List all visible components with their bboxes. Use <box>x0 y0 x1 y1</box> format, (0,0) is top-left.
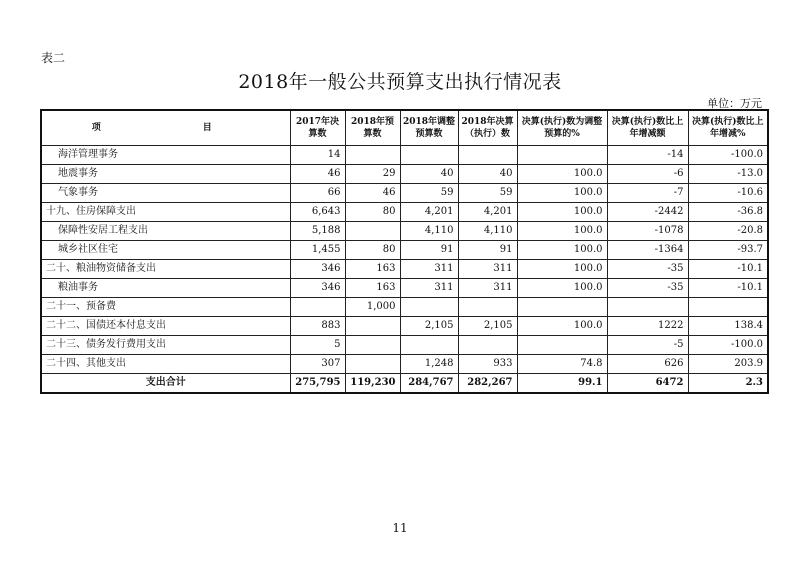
row-value-cell: 307 <box>290 355 345 374</box>
row-value-cell: 46 <box>345 184 400 203</box>
table-row <box>41 241 768 260</box>
table-row <box>41 298 768 317</box>
row-value-cell: 66 <box>290 184 345 203</box>
row-value-cell: 163 <box>345 260 400 279</box>
row-item-name: 地震事务 <box>41 165 290 184</box>
row-value-cell <box>400 336 458 355</box>
column-header: 决算(执行)数比上年增减额 <box>607 110 688 146</box>
row-item-name: 城乡社区住宅 <box>41 241 290 260</box>
row-value-cell: -13.0 <box>688 165 768 184</box>
row-value-cell: 40 <box>400 165 458 184</box>
row-value-cell: 163 <box>345 279 400 298</box>
row-value-cell <box>400 146 458 165</box>
row-value-cell: 311 <box>458 260 517 279</box>
column-header: 项 目 <box>41 110 290 146</box>
row-value-cell <box>688 298 768 317</box>
row-value-cell <box>345 222 400 241</box>
row-item-name: 保障性安居工程支出 <box>41 222 290 241</box>
row-value-cell <box>345 336 400 355</box>
row-value-cell: 6,643 <box>290 203 345 222</box>
row-value-cell <box>517 146 607 165</box>
row-item-name: 气象事务 <box>41 184 290 203</box>
row-value-cell: 80 <box>345 203 400 222</box>
row-item-name: 二十、粮油物资储备支出 <box>41 260 290 279</box>
total-value-cell: 282,267 <box>458 374 517 394</box>
unit-label: 单位：万元 <box>707 97 762 110</box>
row-value-cell: 40 <box>458 165 517 184</box>
row-value-cell <box>458 336 517 355</box>
row-item-name: 二十三、债务发行费用支出 <box>41 336 290 355</box>
total-value-cell: 6472 <box>607 374 688 394</box>
row-value-cell <box>458 298 517 317</box>
table-row <box>41 203 768 222</box>
row-value-cell: -2442 <box>607 203 688 222</box>
row-value-cell: 46 <box>290 165 345 184</box>
row-value-cell: -36.8 <box>688 203 768 222</box>
row-value-cell: 5 <box>290 336 345 355</box>
row-value-cell: 2,105 <box>458 317 517 336</box>
column-header: 2018年调整预算数 <box>400 110 458 146</box>
row-item-name: 二十一、预备费 <box>41 298 290 317</box>
page-title: 2018年一般公共预算支出执行情况表 <box>238 71 562 93</box>
row-value-cell: -1364 <box>607 241 688 260</box>
row-value-cell: 100.0 <box>517 184 607 203</box>
row-value-cell: -100.0 <box>688 336 768 355</box>
row-value-cell: 4,110 <box>400 222 458 241</box>
row-value-cell <box>345 317 400 336</box>
row-value-cell: 91 <box>458 241 517 260</box>
row-value-cell: -35 <box>607 279 688 298</box>
row-value-cell: -93.7 <box>688 241 768 260</box>
row-value-cell: 1,455 <box>290 241 345 260</box>
row-value-cell: -100.0 <box>688 146 768 165</box>
expenditure-table <box>40 109 769 394</box>
total-value-cell: 99.1 <box>517 374 607 394</box>
row-value-cell: -5 <box>607 336 688 355</box>
row-value-cell: -10.1 <box>688 279 768 298</box>
total-value-cell: 275,795 <box>290 374 345 394</box>
row-value-cell: 626 <box>607 355 688 374</box>
column-header: 2018年预算数 <box>345 110 400 146</box>
header-row <box>41 110 768 146</box>
row-value-cell: 4,110 <box>458 222 517 241</box>
column-header: 决算(执行)数比上年增减% <box>688 110 768 146</box>
row-value-cell: 311 <box>458 279 517 298</box>
table-label: 表二 <box>41 51 66 65</box>
table-row <box>41 165 768 184</box>
row-value-cell: 100.0 <box>517 241 607 260</box>
page-number: 11 <box>392 521 408 535</box>
row-value-cell: 346 <box>290 279 345 298</box>
row-item-name: 二十四、其他支出 <box>41 355 290 374</box>
row-value-cell: 100.0 <box>517 279 607 298</box>
row-value-cell: 100.0 <box>517 317 607 336</box>
row-value-cell: 933 <box>458 355 517 374</box>
row-item-name: 十九、住房保障支出 <box>41 203 290 222</box>
row-value-cell: 59 <box>458 184 517 203</box>
row-value-cell: 100.0 <box>517 260 607 279</box>
row-value-cell <box>517 336 607 355</box>
total-row <box>41 374 768 394</box>
total-value-cell: 119,230 <box>345 374 400 394</box>
row-value-cell: 1,248 <box>400 355 458 374</box>
row-value-cell <box>517 298 607 317</box>
row-value-cell <box>290 298 345 317</box>
row-value-cell: 346 <box>290 260 345 279</box>
table-row <box>41 184 768 203</box>
row-value-cell: 100.0 <box>517 165 607 184</box>
row-value-cell: 2,105 <box>400 317 458 336</box>
row-item-name: 二十二、国债还本付息支出 <box>41 317 290 336</box>
row-item-name: 海洋管理事务 <box>41 146 290 165</box>
row-value-cell: 100.0 <box>517 203 607 222</box>
row-value-cell: 5,188 <box>290 222 345 241</box>
row-value-cell: 59 <box>400 184 458 203</box>
row-value-cell: -20.8 <box>688 222 768 241</box>
row-value-cell: 883 <box>290 317 345 336</box>
table-row <box>41 260 768 279</box>
column-header: 2018年决算（执行）数 <box>458 110 517 146</box>
row-value-cell: 1222 <box>607 317 688 336</box>
row-value-cell: 74.8 <box>517 355 607 374</box>
row-value-cell: 100.0 <box>517 222 607 241</box>
row-value-cell: 1,000 <box>345 298 400 317</box>
row-value-cell: 80 <box>345 241 400 260</box>
row-value-cell: -7 <box>607 184 688 203</box>
table-row <box>41 355 768 374</box>
row-value-cell: 138.4 <box>688 317 768 336</box>
column-header: 决算(执行)数为调整预算的% <box>517 110 607 146</box>
row-item-name: 粮油事务 <box>41 279 290 298</box>
total-label: 支出合计 <box>41 374 290 394</box>
total-value-cell: 2.3 <box>688 374 768 394</box>
row-value-cell: -14 <box>607 146 688 165</box>
column-header: 2017年决算数 <box>290 110 345 146</box>
row-value-cell <box>458 146 517 165</box>
row-value-cell: -35 <box>607 260 688 279</box>
table-row <box>41 222 768 241</box>
table-row <box>41 279 768 298</box>
table-row <box>41 146 768 165</box>
row-value-cell: -10.1 <box>688 260 768 279</box>
row-value-cell <box>607 298 688 317</box>
row-value-cell <box>345 146 400 165</box>
row-value-cell: -6 <box>607 165 688 184</box>
row-value-cell: 311 <box>400 279 458 298</box>
row-value-cell: 14 <box>290 146 345 165</box>
row-value-cell: 311 <box>400 260 458 279</box>
total-value-cell: 284,767 <box>400 374 458 394</box>
expenditure-table-container <box>40 109 767 394</box>
row-value-cell: -10.6 <box>688 184 768 203</box>
row-value-cell: 91 <box>400 241 458 260</box>
row-value-cell <box>345 355 400 374</box>
table-row <box>41 317 768 336</box>
row-value-cell: 4,201 <box>458 203 517 222</box>
table-body <box>41 146 768 394</box>
row-value-cell: -1078 <box>607 222 688 241</box>
row-value-cell <box>400 298 458 317</box>
row-value-cell: 29 <box>345 165 400 184</box>
row-value-cell: 4,201 <box>400 203 458 222</box>
row-value-cell: 203.9 <box>688 355 768 374</box>
table-row <box>41 336 768 355</box>
